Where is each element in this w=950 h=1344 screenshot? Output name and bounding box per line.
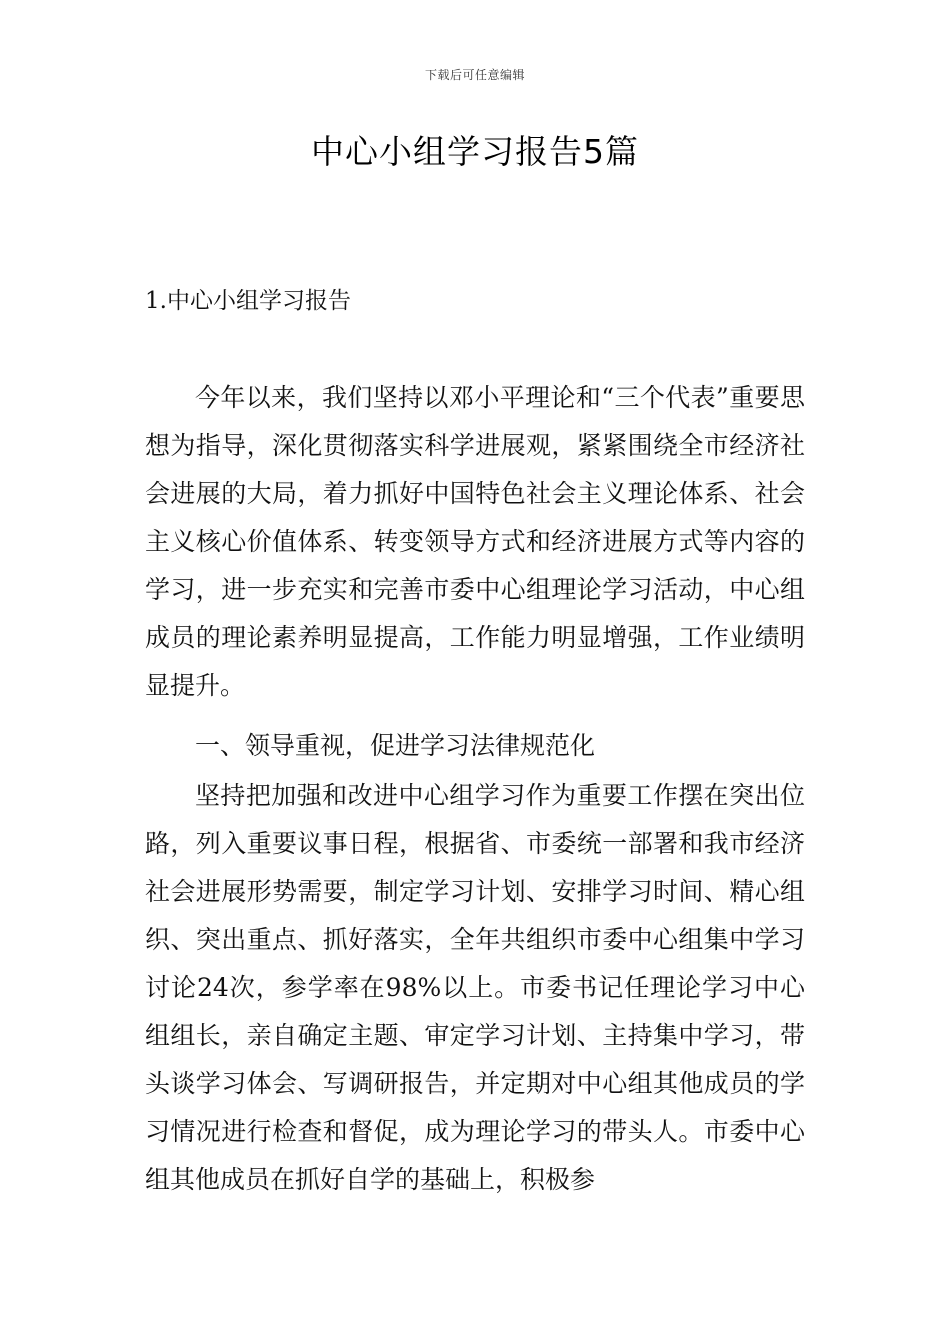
section-heading: 1.中心小组学习报告 — [145, 288, 351, 314]
paragraph-leadership: 坚持把加强和改进中心组学习作为重要工作摆在突出位路，列入重要议事日程，根据省、市委统一部署和我市经济社会进展形势需要，制定学习计划、安排学习时间、精心组织、突出重点、抓好落实，全年共组织市委中心组集中学习讨论24次，参学率在98%以上。市委书记任理论学习中心组组长，亲自确定主题、审定学习计划、主持集中学习，带头谈学习体会、写调研报告，并定期对中心组其他成员的学习情况进行检查和督促，成为理论学习的带头人。市委中心组其他成员在抓好自学的基础上，积极参 — [145, 781, 805, 1194]
subheading-leadership: 一、领导重视，促进学习法律规范化 — [195, 731, 596, 760]
document-title: 中心小组学习报告5篇 — [311, 132, 639, 171]
header-note: 下载后可任意编辑 — [424, 68, 525, 82]
paragraph-intro: 今年以来，我们坚持以邓小平理论和“三个代表”重要思想为指导，深化贯彻落实科学进展观，紧紧围绕全市经济社会进展的大局，着力抓好中国特色社会主义理论体系、社会主义核心价值体系、转变领导方式和经济进展方式等内容的学习，进一步充实和完善市委中心组理论学习活动，中心组成员的理论素养明显提高，工作能力明显增强，工作业绩明显提升。 — [145, 383, 805, 700]
